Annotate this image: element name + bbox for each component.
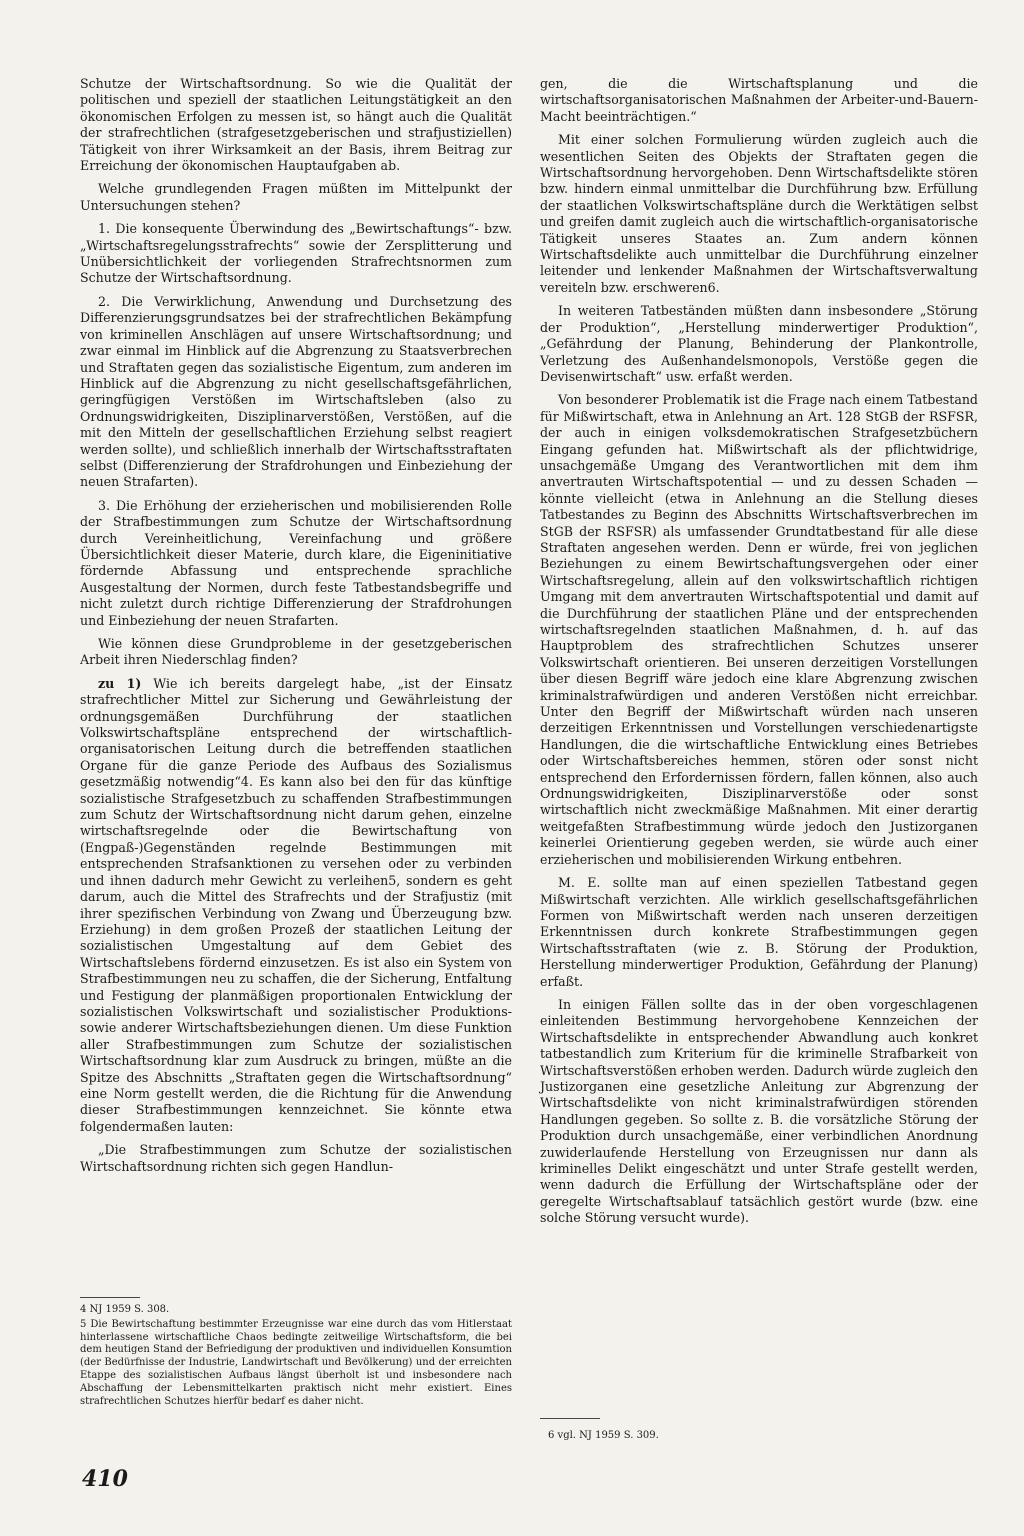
left-footnotes — [80, 1304, 512, 1410]
paragraph: Von besonderer Problematik ist die Frage nach einem Tatbestand für Mißwirtschaft, etwa in Anlehnung an Art. 128 StGB der RSFSR, der auch in einigen volksdemokratischen Strafgesetzbüchern Eingang gefunden hat. Mißwirtschaft als der pflichtwidrige, unsachgemäße Umgang des Verantwortlichen mit dem ihm anvertrauten Wirtschaftspotential — und zu dessen Schaden — könnte vielleicht (etwa in Anlehnung an die Stellung dieses Tatbestandes zu Beginn des Abschnitts Wirtschaftsverbrechen im StGB der RSFSR) als umfassender Grundtatbestand für alle diese Straftaten angesehen werden. Denn er würde, frei von jeglichen Beziehungen zu einem Bewirtschaftungsvergehen oder einer Wirtschaftsregelung, allein auf den volkswirtschaftlich richtigen Umgang mit dem anvertrauten Wirtschaftspotential und damit auf die Durchführung der staatlichen Pläne und der entsprechenden wirtschaftsregelnden staatlichen Maßnahmen, d. h. auf das Hauptproblem des strafrechtlichen Schutzes unserer Volkswirtschaft orientieren. Bei unseren derzeitigen Vorstellungen über diesen Begriff wäre jedoch eine klare Abgrenzung zwischen kriminalstrafwürdigen und anderen Verstößen nicht erreichbar. Unter den Begriff der Mißwirtschaft würden nach unseren derzeitigen Erkenntnissen und Vorstellungen verschiedenartigste Handlungen, die die wirtschaftliche Entwicklung eines Betriebes oder Wirtschaftsbereiches hemmen, stören oder sonst nicht entsprechend den Erfordernissen fördern, fallen können, also auch Ordnungswidrigkeiten, Disziplinarverstöße oder sonst wirtschaftlich nicht zweckmäßige Maßnahmen. Mit einer derartig weitgefaßten Strafbestimmung würde jedoch den Justizorganen keinerlei Orientierung gegeben werden, sie würde auch einer erzieherischen und mobilisierenden Wirkung entbehren. — [540, 392, 978, 867]
footnote-rule — [80, 1297, 140, 1298]
paragraph: Wie können diese Grundprobleme in der gesetzgeberischen Arbeit ihren Niederschlag finden? — [80, 636, 512, 668]
page-number: 410 — [82, 1466, 128, 1492]
footnote-4: 4 NJ 1959 S. 308. — [80, 1304, 170, 1315]
left-column — [80, 76, 512, 1182]
right-footnotes — [548, 1430, 978, 1445]
paragraph: Mit einer solchen Formulierung würden zugleich auch die wesentlichen Seiten des Objekts der Straftaten gegen die Wirtschaftsordnung hervorgehoben. Denn Wirtschaftsdelikte stören bzw. hindern einmal unmittelbar die Durchführung bzw. Erfüllung der staatlichen Volkswirtschaftspläne durch die Werktätigen selbst und greifen damit zugleich auch die wirtschaftlich-organisatorische Tätigkeit unseres Staates an. Zum andern können Wirtschaftsdelikte auch unmittelbar die Durchführung einzelner leitender und lenkender Maßnahmen der Wirtschaftsverwaltung vereiteln bzw. erschweren6. — [540, 132, 978, 295]
paragraph: In weiteren Tatbeständen müßten dann insbesondere „Störung der Produktion“, „Herstellung minderwertiger Produktion“, „Gefährdung der Planung, Behinderung der Plankontrolle, Verletzung des Außenhandelsmonopols, Verstöße gegen die Devisenwirtschaft“ usw. erfaßt werden. — [540, 303, 978, 384]
paragraph-zu-1 — [80, 676, 512, 1135]
footnote-5: 5 Die Bewirtschaftung bestimmter Erzeugnisse war eine durch das vom Hitlerstaat hinterlassene wirtschaftliche Chaos bedingte zeitweilige Wirtschaftsform, die bei dem heutigen Stand der Befriedigung der produktiven und individuellen Konsumtion (der Bedürfnisse der Industrie, Landwirtschaft und Bevölkerung) und der erreichten Etappe des sozialistischen Aufbaus längst überholt ist und insbesondere nach Abschaffung der Lebensmittelkarten praktisch nicht mehr existiert. Eines strafrechtlichen Schutzes hierfür bedarf es daher nicht. — [80, 1318, 512, 1407]
bold-lead: zu 1) — [98, 675, 142, 691]
right-column — [540, 76, 978, 1234]
paragraph: „Die Strafbestimmungen zum Schutze der sozialistischen Wirtschaftsordnung richten sich gegen Handlun- — [80, 1142, 512, 1174]
paragraph: 1. Die konsequente Überwindung des „Bewirtschaftungs“- bzw. „Wirtschaftsregelungsstrafrechts“ sowie der Zersplitterung und Unübersichtlichkeit der vorliegenden Strafrechtsnormen zum Schutze der Wirtschaftsordnung. — [80, 221, 512, 286]
paragraph: 2. Die Verwirklichung, Anwendung und Durchsetzung des Differenzierungsgrundsatzes bei der strafrechtlichen Bekämpfung von kriminellen Anschlägen auf unsere Wirtschaftsordnung; und zwar einmal im Hinblick auf die Abgrenzung zu Staatsverbrechen und Straftaten gegen das sozialistische Eigentum, zum anderen im Hinblick auf die Abgrenzung zu nicht gesellschaftsgefährlichen, geringfügigen Verstößen im Wirtschaftsleben (also zu Ordnungswidrigkeiten, Disziplinarverstößen, Verstößen, auf die mit den Mitteln der gesellschaftlichen Erziehung selbst reagiert werden sollte), und schließlich innerhalb der Wirtschaftsstraftaten selbst (Differenzierung der Strafdrohungen und Einbeziehung der neuen Strafarten). — [80, 293, 512, 490]
footnote-rule — [540, 1418, 600, 1419]
footnote-6: 6 vgl. NJ 1959 S. 309. — [548, 1430, 659, 1441]
paragraph: In einigen Fällen sollte das in der oben vorgeschlagenen einleitenden Bestimmung hervorgehobene Kennzeichen der Wirtschaftsdelikte in entsprechender Abwandlung auch konkret tatbestandlich zum Kriterium für die kriminelle Strafbarkeit von Wirtschaftsverstößen erhoben werden. Dadurch würde zugleich den Justizorganen eine gesetzliche Anleitung zur Abgrenzung der Wirtschaftsdelikte von nicht kriminalstrafwürdigen störenden Handlungen gegeben. So sollte z. B. die vorsätzliche Störung der Produktion durch unsachgemäße, einer verbindlichen Anordnung zuwiderlaufende Herstellung von Erzeugnissen nur dann als kriminelles Delikt eingeschätzt und unter Strafe gestellt werden, wenn dadurch die Erfüllung der Wirtschaftspläne oder der geregelte Wirtschaftsablauf tatsächlich gestört wurde (bzw. eine solche Störung versucht wurde). — [540, 996, 979, 1226]
paragraph: 3. Die Erhöhung der erzieherischen und mobilisierenden Rolle der Strafbestimmungen zum Schutze der Wirtschaftsordnung durch Vereinheitlichung, Vereinfachung und größere Übersichtlichkeit dieser Materie, durch klare, die Eigeninitiative fördernde Abfassung und entsprechende sprachliche Ausgestaltung der Normen, durch feste Tatbestandsbegriffe und nicht zuletzt durch richtige Differenzierung der Strafdrohungen und Einbeziehung der neuen Strafarten. — [80, 497, 512, 628]
paragraph: M. E. sollte man auf einen speziellen Tatbestand gegen Mißwirtschaft verzichten. Alle wirklich gesellschaftsgefährlichen Formen von Mißwirtschaft werden nach unseren derzeitigen Erkenntnissen durch konkrete Strafbestimmungen gegen Wirtschaftsstraftaten (wie z. B. Störung der Produktion, Herstellung minderwertiger Produktion, Gefährdung der Planung) erfaßt. — [540, 875, 978, 989]
paragraph-text: Wie ich bereits dargelegt habe, „ist der Einsatz strafrechtlicher Mittel zur Sicherung und Gewährleistung der ordnungsgemäßen Durchführung der staatlichen Volkswirtschaftspläne entsprechend der wirtschaftlich-organisatorischen Leitung durch die betreffenden staatlichen Organe für die ganze Periode des Aufbaus des Sozialismus gesetzmäßig notwendig“4. Es kann also bei den für das künftige sozialistische Strafgesetzbuch zu schaffenden Strafbestimmungen zum Schutz der Wirtschaftsordnung nicht darum gehen, einzelne wirtschaftsregelnde oder die Bewirtschaftung von (Engpaß-)Gegenständen regelnde Bestimmungen mit entsprechenden Strafsanktionen zu versehen oder zu verbinden und ihnen dadurch mehr Gewicht zu verleihen5, sondern es geht darum, auch die Mittel des Strafrechts und der Strafjustiz (mit ihrer spezifischen Verbindung von Zwang und Überzeugung bzw. Erziehung) in dem großen Prozeß der staatlichen Leitung der sozialistischen Umgestaltung auf dem Gebiet des Wirtschaftslebens fördernd einzusetzen. Es ist also ein System von Strafbestimmungen neu zu schaffen, die der Sicherung, Entfaltung und Festigung der planmäßigen proportionalen Entwicklung der sozialistischen Volkswirtschaft und sozialistischer Produktions- sowie anderer Wirtschaftsbeziehungen dienen. Um diese Funktion aller Strafbestimmungen zum Schutze der sozialistischen Wirtschaftsordnung klar zum Ausdruck zu bringen, müßte an die Spitze des Abschnitts „Straftaten gegen die Wirtschaftsordnung“ eine Norm gestellt werden, die die Richtung für die Anwendung dieser Strafbestimmungen kennzeichnet. Sie könnte etwa folgendermaßen lauten: — [80, 675, 512, 1134]
paragraph: Schutze der Wirtschaftsordnung. So wie die Qualität der politischen und speziell der staatlichen Leitungstätigkeit an den ökonomischen Erfolgen zu messen ist, so hängt auch die Qualität der strafrechtlichen (strafgesetzgeberischen und strafjustiziellen) Tätigkeit von ihrer Wirksamkeit an der Basis, ihrem Beitrag zur Erreichung der ökonomischen Hauptaufgaben ab. — [80, 76, 512, 174]
paragraph: gen, die die Wirtschaftsplanung und die wirtschaftsorganisatorischen Maßnahmen der Arbeiter-und-Bauern-Macht beeinträchtigen.“ — [540, 76, 978, 124]
paragraph: Welche grundlegenden Fragen müßten im Mittelpunkt der Untersuchungen stehen? — [80, 181, 512, 213]
